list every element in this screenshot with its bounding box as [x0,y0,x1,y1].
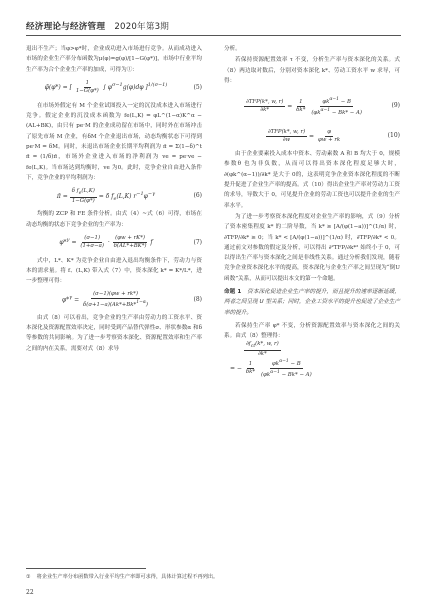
fraction: $\frac{(\varphi w + rK*)}{\delta(AL*+BK*)}$ [113,235,147,250]
equation-7 [26,233,202,253]
fraction: $\frac{1}{\delta k*}$ [296,98,306,113]
proposition [224,287,400,318]
fraction: $\frac{1}{\delta k*}$ [245,360,256,375]
fraction: $\frac{(\sigma-1)(\varphi w + rk*)}{\delta(\sigma+1-a)(Ak*+Bk*^{1-\alpha})}$ [83,290,149,308]
equation-number: (9) [391,102,400,110]
footnote-text: 将企业生产率分布函数带入行业平均生产率即可求得，具体计算过程不再列出。 [36,574,219,580]
paragraph: 均衡的 ZCP 和 FE 条件分析。由式（4）~式（6）可得，市场在动态均衡的状态下竞争企业的生产率为： [26,211,202,228]
fraction: $\frac{\text{∂TFP(k*, w, r)}}{\partial k*}$ [246,98,284,113]
equation-11 [224,340,400,378]
fraction: $\frac{\varphi k^{\alpha-1} - B}{(\varphi k^{\alpha-1} - Bk* - A)}$ [311,96,362,116]
paragraph: 若保持生产率 φ* 不变，分析资源配置效率与资本深化之间的关系。由式（8）整理得： [224,322,400,340]
journal-title: 经济理论与经济管理 [26,22,106,32]
right-column [224,44,400,378]
paragraph: 由于企业要素投入成本中资本、劳动素数 A 和 B 均大于 0，规模参数θ 也为非负数，从而可以得出资本深化程度足够大时，∂(φk^(α−1))/∂k* 是大于 0的，这表明竞争企业资本深化程度的不断提升促进了企业生产率的提高。式（10）得出企业生产率对劳动力工资的求导，导数大于 0，可见提升企业的劳动工资也可以提升企业的生产率水平。 [224,151,400,209]
equation-9 [224,89,400,123]
equation-body: = − $\frac{1}{\delta k*}$ $\frac{\varphi k^{\alpha-1} - B}{(\varphi k^{\alpha-1} - Bk* - A)}$ [230,358,312,378]
paragraph: 退出不生产；当φ>φ*时，企业成功进入市场进行竞争。从而成功进入市场的企业生产率分布函数为μ(φ)=g(φ)/[1−G(φ*)]，市场中行业平均生产率为合个企业生产率的加成，可得为①： [26,46,202,73]
equation-10 [224,126,400,146]
paragraph: 由式（8）可以看出，竞争企业的生产率由劳动力的工资水平、资本深化及资源配置效率决定，同时受到产品替代弹性σ、形状参数α 和δ 等参数的共同影响。为了进一步考察资本深化、资源配置效率和生产率之间的内在关系，需要对式（8）求导 [26,314,202,352]
equation-number: (10) [387,132,400,140]
equation-body: φ̃(φ*) = [ $\frac{1}{1-G(\varphi*)}$ ∫ $\varphi^{\sigma-1}g(\varphi)d\varphi$ ]$^{1/(\sigma-1)}$ [44,80,168,95]
paragraph: 在市场外假定有 M 个企业试图投入一定的沉没成本进入市场进行竞争。假定企业的沉没成本函数为 fe(L,K) = φL^(1−α)K^α − (AL+BK)，由只有 pe·M 的企业成功留在市场中，同时外在市场冲击了原先市场 M 企业，有δM 个企业退出市场，动态均衡状态下可得到 pe·M = δM。同时，未退出市场企业长期平均利润为 π̄ = Σ(1−δ)^t π̄ = (1/δ)π̄，市场外企业进入市场的净利润为 ve = pe·ve − fe(L,K)。当市场达到均衡时，ve 为0。此时，竞争企业自由进入条件下，竞争企业的平均利润为： [26,102,202,181]
paragraph: 式中，L*、K* 为竞争企业自由进入退出均衡条件下，劳动力与资本的需求量。将 f、(L,K) 带入式（7）中，资本深化 k* = K*/L*，进一步整理可得： [26,257,202,285]
equation-body: $\frac{\text{∂TFP(k*, w, r)}}{\partial k*}$ = $\frac{1}{\delta k*}$ $\frac{\varphi k^{\alpha-1} - B}{(\varphi k^{\alpha-1} - Bk* - A)}$ [246,96,362,116]
equation-number: (8) [193,295,202,303]
equation-body [224,341,281,358]
equation-number: (7) [193,238,202,246]
equation-number: (6) [193,192,202,200]
footnote [26,573,401,581]
fraction: $\frac{\partial f_{ct}(k*, w, r)}{\partial k*}$ [246,340,279,357]
paragraph: 为了进一步考察资本深化程度对企业生产率的影响，式（9）分析了资本密集程度 k* 的二阶导数，当 k* ≥ [A/(φ(1−a))]^(1/α) 时，∂TFP/∂k* ≥ 0；当 k* < [A/(φ(1−a))]^(1/α) 时，∂TFP/∂k* < 0。通过前文对参数的假定及分析，可以得出 ∂²TFP/∂k*² 始终小于 0，可以得出生产率与资本深化之间是非线性关系。通过分析我们发现，随着竞争企业资本深化水平的提高，资本深化与企业生产率之间呈现为“倒U函数”关系，从而可以提出本文的第一个命题。 [224,213,400,282]
running-header [26,20,401,36]
proposition-label: 命题 1 [224,289,242,296]
fraction: $\frac{1}{1-G(\varphi*)}$ [75,80,99,95]
footnote-divider [26,568,146,569]
equation-body: φ*$^\gamma$ = $\frac{(\sigma-1)(\varphi w + rk*)}{\delta(\sigma+1-a)(Ak*+Bk*^{1-\alpha})}$ [61,290,149,308]
equation-6 [26,186,202,206]
fraction: $\frac{\delta f_e(L,K)}{1-G(\varphi*)}$ [71,187,95,204]
equation-5 [26,78,202,98]
fraction: $\frac{(\sigma-1)}{(1+\sigma-a)}$ [80,235,104,250]
proposition-text: 资本深化促进企业生产率的提升，而且提升的速率逐渐延缓，两者之间呈现 U 型关系；同时，企业工资水平的提升也促进了企业生产率的提升。 [224,289,400,316]
fraction: $\frac{\varphi k^{\alpha-1} - B}{(\varphi k^{\alpha-1} - Bk* - A)}$ [261,358,312,378]
fraction: $\frac{\text{∂TFP(k*, w, r)}}{\partial w}$ [267,128,306,143]
equation-8 [26,290,202,310]
paragraph: 分析。 [224,46,241,52]
fraction: $\frac{\varphi}{\varphi w + rk}$ [317,128,341,143]
equation-body: φ*$^\gamma$ = $\frac{(\sigma-1)}{(1+\sigma-a)}$ · $\frac{(\varphi w + rK*)}{\delta(AL*+BK*)}$ f [59,235,153,250]
footnote-mark: ① [26,574,31,580]
issue-label: 2020年第3期 [114,22,170,32]
left-column [26,44,202,355]
paragraph: 若保持资源配置效率 τ 不变，分析生产率与资本深化的关系。式（8）两边取对数后，分别对资本深化 k*、劳动工资水平 w 求导，可得： [224,57,400,84]
equation-number: (5) [193,83,202,91]
page-number: 22 [26,589,34,596]
equation-body: $\frac{\text{∂TFP(k*, w, r)}}{\partial w}$ = $\frac{\varphi}{\varphi w + rk}$ [267,128,341,143]
equation-body: π̄ = $\frac{\delta f_e(L,K)}{1-G(\varphi*)}$ = δ $f_e(L,K)$ $r^{-1}\varphi^{-\gamma}$ [56,187,156,204]
